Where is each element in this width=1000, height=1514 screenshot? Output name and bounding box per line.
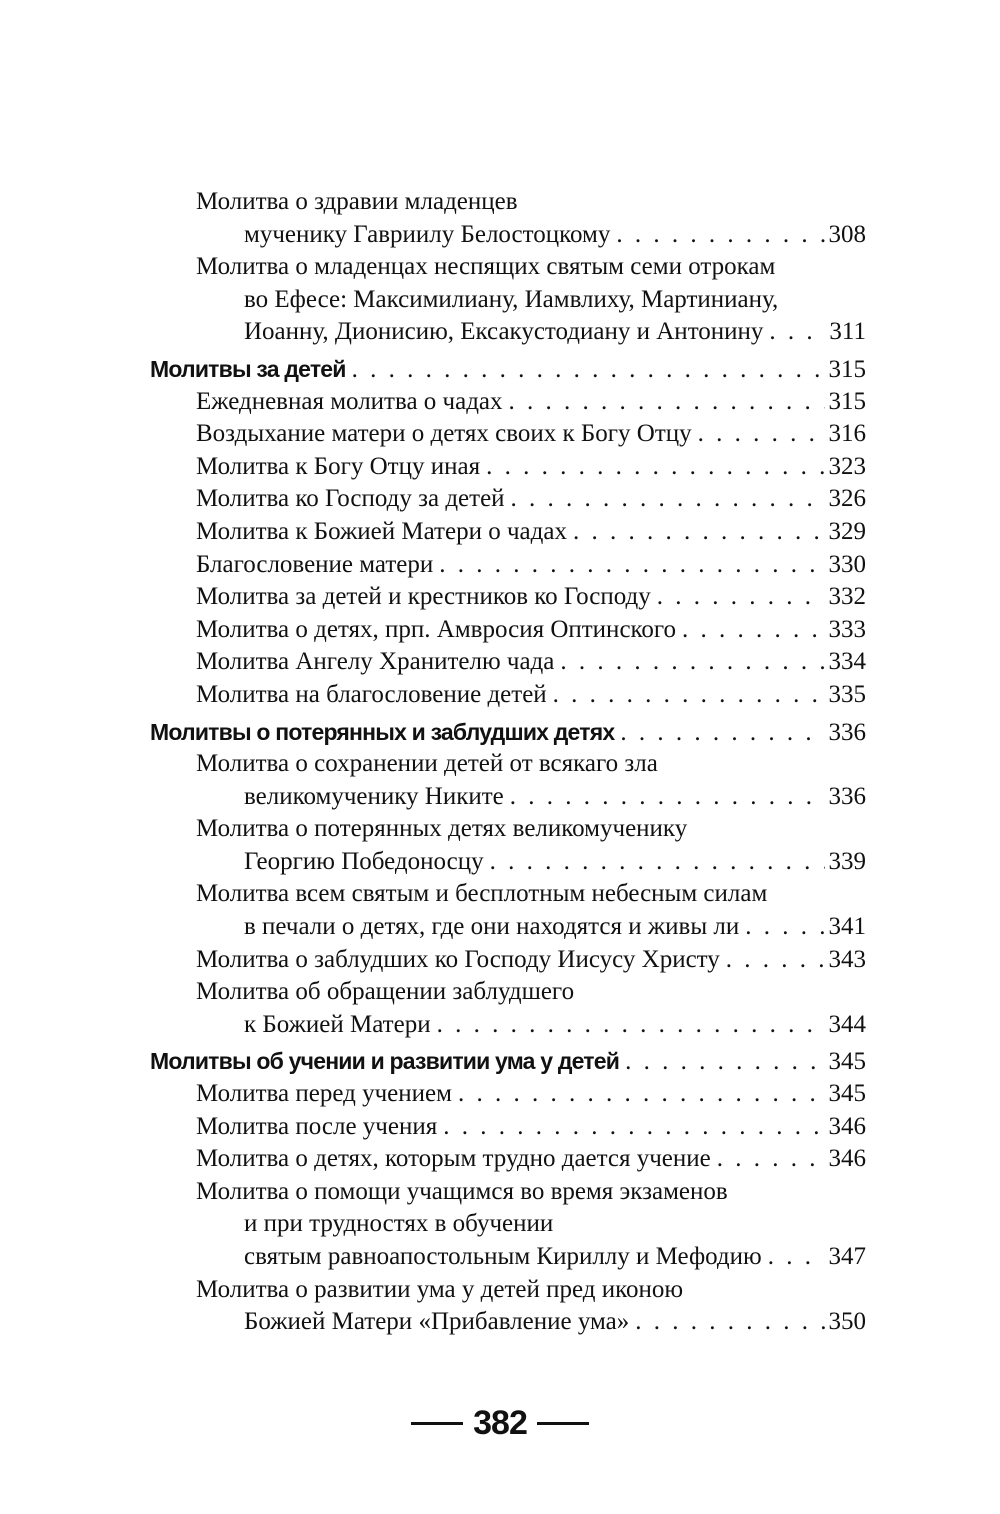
toc-entry xyxy=(150,516,866,549)
toc-entry-title: Божией Матери «Прибавление ума» xyxy=(244,1308,630,1336)
dot-leader xyxy=(458,1078,825,1111)
dot-leader xyxy=(768,1241,825,1274)
toc-entry-title: Молитва к Божией Матери о чадах xyxy=(196,517,567,545)
toc-entry-title: Молитва к Богу Отцу иная xyxy=(196,452,481,480)
toc-entry xyxy=(150,614,866,647)
toc-entry xyxy=(150,976,866,1009)
dot-leader xyxy=(657,581,825,614)
toc-page-number: 323 xyxy=(828,452,866,480)
toc-entry xyxy=(150,1241,866,1274)
toc-entry xyxy=(150,284,866,317)
dot-leader xyxy=(510,781,825,814)
toc-entry-title: и при трудностях в обучении xyxy=(244,1210,554,1238)
toc-entry-title: Молитва Ангелу Хранителю чада xyxy=(196,648,555,676)
dot-leader xyxy=(490,846,825,879)
toc-page-number: 330 xyxy=(828,550,866,578)
dot-leader xyxy=(509,386,825,419)
toc-entry xyxy=(150,1306,866,1339)
toc-entry xyxy=(150,251,866,284)
toc-page-number: 315 xyxy=(828,387,866,415)
dot-leader xyxy=(437,1009,825,1042)
toc-page-number: 311 xyxy=(829,318,866,346)
dot-leader xyxy=(553,679,825,712)
dot-leader xyxy=(717,1143,825,1176)
toc-entry xyxy=(150,1111,866,1144)
folio-rule-right xyxy=(537,1422,589,1425)
toc-page-number: 308 xyxy=(828,220,866,248)
toc-entry-title: к Божией Матери xyxy=(244,1010,431,1038)
toc-entry-title: Ежедневная молитва о чадах xyxy=(196,387,503,415)
toc-entry xyxy=(150,1143,866,1176)
toc-page-number: 345 xyxy=(828,1080,866,1108)
toc-entry-title: Молитва о развитии ума у детей пред иконою xyxy=(196,1275,684,1303)
dot-leader xyxy=(682,614,824,647)
toc-page-number: 346 xyxy=(828,1145,866,1173)
toc-entry xyxy=(150,418,866,451)
toc-entry-title: Молитва о сохранении детей от всякаго зла xyxy=(196,750,658,778)
toc-entry-title: Молитва после учения xyxy=(196,1112,438,1140)
folio-rule-left xyxy=(411,1422,463,1425)
page-number-footer xyxy=(0,1404,1000,1443)
toc-entry xyxy=(150,911,866,944)
table-of-contents xyxy=(150,186,866,1339)
toc-section-heading xyxy=(150,353,866,386)
toc-page-number: 315 xyxy=(828,355,866,383)
dot-leader xyxy=(620,717,824,750)
toc-page-number: 350 xyxy=(828,1308,866,1336)
toc-entry xyxy=(150,878,866,911)
toc-entry-title: Благословение матери xyxy=(196,550,434,578)
toc-entry xyxy=(150,846,866,879)
toc-page-number: 343 xyxy=(828,945,866,973)
toc-entry-title: во Ефесе: Максимилиану, Иамвлиху, Мартиниану, xyxy=(244,285,779,313)
toc-page-number: 336 xyxy=(828,782,866,810)
toc-page-number: 336 xyxy=(828,718,866,746)
toc-entry xyxy=(150,549,866,582)
toc-entry-title: Георгию Победоносцу xyxy=(244,847,484,875)
toc-entry xyxy=(150,1176,866,1209)
toc-entry-title: Иоанну, Дионисию, Ексакустодиану и Антонину xyxy=(244,318,764,346)
toc-entry-title: Воздыхание матери о детях своих к Богу Отцу xyxy=(196,420,692,448)
toc-entry-title: Молитва о помощи учащимся во время экзаменов xyxy=(196,1177,728,1205)
toc-entry xyxy=(150,748,866,781)
toc-entry-title: Молитва перед учением xyxy=(196,1080,452,1108)
toc-entry-title: великомученику Никите xyxy=(244,782,504,810)
toc-page-number: 346 xyxy=(828,1112,866,1140)
toc-entry-title: Молитва о детях, прп. Амвросия Оптинского xyxy=(196,615,677,643)
toc-section-heading xyxy=(150,1045,866,1078)
dot-leader xyxy=(726,944,825,977)
toc-entry-title: Молитва о заблудших ко Господу Иисусу Христу xyxy=(196,945,720,973)
page-number: 382 xyxy=(473,1404,527,1442)
dot-leader xyxy=(443,1111,824,1144)
toc-page-number: 339 xyxy=(828,847,866,875)
toc-entry-title: Молитвы за детей xyxy=(150,355,346,382)
dot-leader xyxy=(769,316,825,349)
toc-entry-title: святым равноапостольным Кириллу и Мефодию xyxy=(244,1243,762,1270)
toc-entry-title: Молитва за детей и крестников ко Господу xyxy=(196,583,651,611)
toc-entry-title: Молитва о здравии младенцев xyxy=(196,188,518,215)
toc-entry xyxy=(150,679,866,712)
toc-entry xyxy=(150,1009,866,1042)
dot-leader xyxy=(560,646,824,679)
dot-leader xyxy=(625,1046,824,1079)
toc-entry xyxy=(150,1078,866,1111)
toc-entry xyxy=(150,1274,866,1307)
toc-entry-title: мученику Гавриилу Белостоцкому xyxy=(244,220,611,248)
dot-leader xyxy=(635,1306,824,1339)
toc-entry xyxy=(150,451,866,484)
toc-entry-title: Молитва ко Господу за детей xyxy=(196,485,505,513)
toc-entry-title: Молитва всем святым и бесплотным небесным силам xyxy=(196,880,768,908)
toc-page-number: 344 xyxy=(828,1010,866,1038)
toc-entry-title: в печали о детях, где они находятся и живы ли xyxy=(244,913,740,941)
toc-entry xyxy=(150,483,866,516)
dot-leader xyxy=(511,483,825,516)
dot-leader xyxy=(352,354,825,387)
dot-leader xyxy=(486,451,824,484)
dot-leader xyxy=(698,418,825,451)
toc-entry-title: Молитва на благословение детей xyxy=(196,680,547,708)
toc-entry xyxy=(150,386,866,419)
toc-entry-title: Молитва о потерянных детях великомученику xyxy=(196,815,688,843)
toc-entry xyxy=(150,581,866,614)
toc-entry xyxy=(150,944,866,977)
toc-entry-title: Молитвы о потерянных и заблудших детях xyxy=(150,718,615,745)
toc-page-number: 347 xyxy=(828,1243,866,1270)
toc-page-number: 345 xyxy=(828,1048,866,1076)
toc-entry-title: Молитвы об учении и развитии ума у детей xyxy=(150,1048,620,1075)
toc-page-number: 329 xyxy=(828,517,866,545)
toc-page-number: 333 xyxy=(828,615,866,643)
dot-leader xyxy=(616,219,824,252)
toc-entry-title: Молитва об обращении заблудшего xyxy=(196,978,575,1006)
toc-page-number: 326 xyxy=(828,485,866,513)
dot-leader xyxy=(745,911,824,944)
toc-page-number: 316 xyxy=(828,420,866,448)
toc-entry xyxy=(150,219,866,252)
toc-entry xyxy=(150,781,866,814)
toc-entry-title: Молитва о младенцах неспящих святым семи отрокам xyxy=(196,253,776,281)
toc-page-number: 341 xyxy=(828,913,866,941)
toc-entry xyxy=(150,186,866,219)
dot-leader xyxy=(573,516,825,549)
toc-page-number: 334 xyxy=(828,648,866,676)
toc-page-number: 332 xyxy=(828,583,866,611)
toc-page-number: 335 xyxy=(828,680,866,708)
toc-entry xyxy=(150,813,866,846)
toc-section-heading xyxy=(150,716,866,749)
toc-entry xyxy=(150,316,866,349)
toc-entry-title: Молитва о детях, которым трудно дается учение xyxy=(196,1145,711,1173)
dot-leader xyxy=(439,549,824,582)
toc-entry xyxy=(150,1208,866,1241)
toc-entry xyxy=(150,646,866,679)
